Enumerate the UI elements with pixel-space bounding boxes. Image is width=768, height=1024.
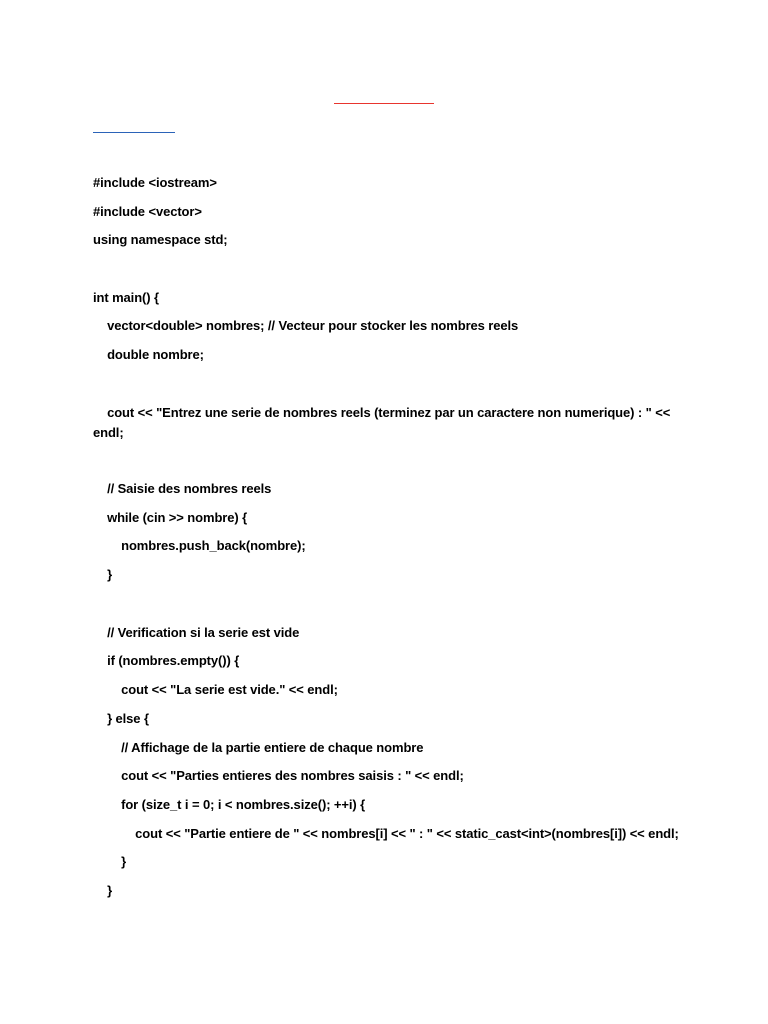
code-line: while (cin >> nombre) {	[93, 510, 248, 525]
code-line: cout << "Partie entiere de " << nombres[i] << " : " << static_cast<int>(nombres[i]) << endl;	[93, 826, 679, 841]
code-line: nombres.push_back(nombre);	[93, 538, 306, 553]
code-line: using namespace std;	[93, 232, 228, 247]
code-line: double nombre;	[93, 347, 204, 362]
code-line: cout << "Entrez une serie de nombres reels (terminez par un caractere non numerique) : " << endl;	[93, 405, 674, 440]
code-line: cout << "La serie est vide." << endl;	[93, 682, 338, 697]
code-line: #include <iostream>	[93, 175, 217, 190]
red-rule-line	[334, 103, 434, 104]
code-line: int main() {	[93, 290, 159, 305]
code-line: }	[93, 567, 113, 582]
code-line: }	[93, 883, 113, 898]
code-line: #include <vector>	[93, 204, 202, 219]
code-line: if (nombres.empty()) {	[93, 653, 240, 668]
code-line: vector<double> nombres; // Vecteur pour stocker les nombres reels	[93, 318, 519, 333]
code-line: for (size_t i = 0; i < nombres.size(); ++i) {	[93, 797, 366, 812]
code-line: // Saisie des nombres reels	[93, 481, 272, 496]
code-line: cout << "Parties entieres des nombres saisis : " << endl;	[93, 768, 464, 783]
code-line: }	[93, 854, 127, 869]
code-line: // Verification si la serie est vide	[93, 625, 300, 640]
blue-rule-line	[93, 132, 175, 133]
code-line: } else {	[93, 711, 149, 726]
code-line: // Affichage de la partie entiere de chaque nombre	[93, 740, 424, 755]
